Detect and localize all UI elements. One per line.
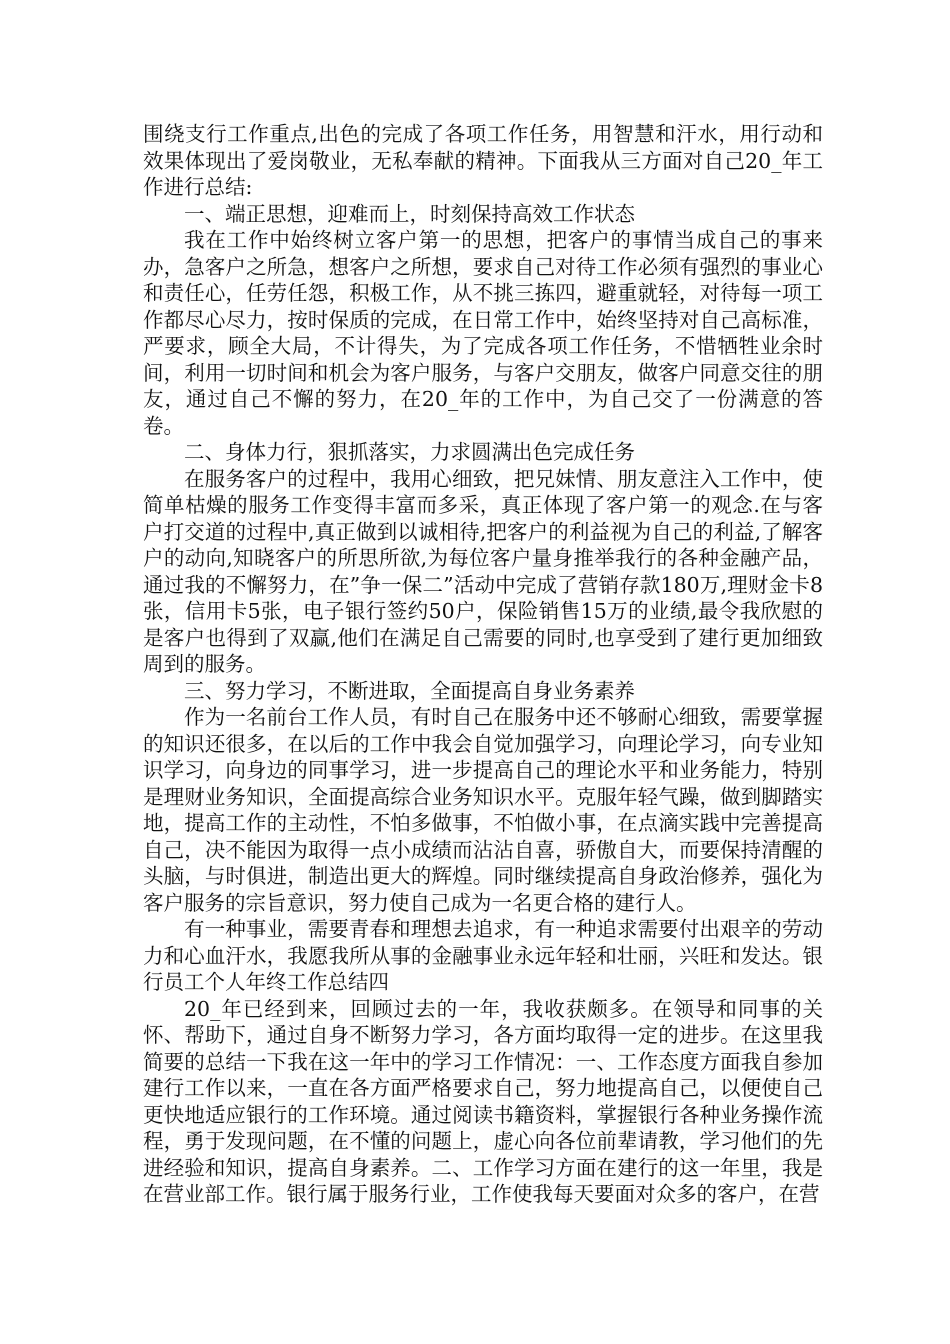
paragraph-intro: 围绕支行工作重点,出色的完成了各项工作任务，用智慧和汗水，用行动和效果体现出了爱岗敬业，无私奉献的精神。下面我从三方面对自己20_年工作进行总结: xyxy=(143,122,823,199)
section-heading-1: 一、端正思想，迎难而上，时刻保持高效工作状态 xyxy=(184,201,635,226)
paragraph-section-1: 我在工作中始终树立客户第一的思想，把客户的事情当成自己的事来办，急客户之所急，想客户之所想，要求自己对待工作必须有强烈的事业心和责任心，任劳任怨，积极工作，从不挑三拣四，避重就轻，对待每一项工作都尽心尽力，按时保质的完成，在日常工作中，始终坚持对自己高标准，严要求，顾全大局，不计得失，为了完成各项工作任务，不惜牺牲业余时间，利用一切时间和机会为客户服务，与客户交朋友，做客户同意交往的朋友，通过自己不懈的努力，在20_年的工作中，为自己交了一份满意的答卷。 xyxy=(143,228,823,438)
paragraph-section-3: 作为一名前台工作人员，有时自己在服务中还不够耐心细致，需要掌握的知识还很多，在以后的工作中我会自觉加强学习，向理论学习，向专业知识学习，向身边的同事学习，进一步提高自己的理论水平和业务能力，特别是理财业务知识，全面提高综合业务知识水平。克服年轻气躁，做到脚踏实地，提高工作的主动性，不怕多做事，不怕做小事，在点滴实践中完善提高自己，决不能因为取得一点小成绩而沾沾自喜，骄傲自大，而要保持清醒的头脑，与时俱进，制造出更大的辉煌。同时继续提高自身政治修养，强化为客户服务的宗旨意识，努力使自己成为一名更合格的建行人。 xyxy=(143,705,823,915)
section-heading-3: 三、努力学习，不断进取，全面提高自身业务素养 xyxy=(184,678,635,703)
paragraph-summary-four: 20_年已经到来，回顾过去的一年，我收获颇多。在领导和同事的关怀、帮助下，通过自身不断努力学习，各方面均取得一定的进步。在这里我简要的总结一下我在这一年中的学习工作情况：一、工作态度方面我自参加建行工作以来，一直在各方面严格要求自己，努力地提高自己，以便使自己更快地适应银行的工作环境。通过阅读书籍资料，掌握银行各种业务操作流程，勇于发现问题，在不懂的问题上，虚心向各位前辈请教，学习他们的先进经验和知识，提高自身素养。二、工作学习方面在建行的这一年里，我是在营业部工作。银行属于服务行业，工作使我每天要面对众多的客户，在营 xyxy=(143,996,823,1206)
paragraph-section-2: 在服务客户的过程中，我用心细致，把兄妹情、朋友意注入工作中，使简单枯燥的服务工作变得丰富而多采，真正体现了客户第一的观念.在与客户打交道的过程中,真正做到以诚相待,把客户的利益视为自己的利益,了解客户的动向,知晓客户的所思所欲,为每位客户量身推举我行的各种金融产品，通过我的不懈努力，在”争一保二”活动中完成了营销存款180万,理财金卡8张，信用卡5张，电子银行签约50户，保险销售15万的业绩,最令我欣慰的是客户也得到了双赢,他们在满足自己需要的同时,也享受到了建行更加细致周到的服务。 xyxy=(143,466,823,676)
document-body xyxy=(143,121,823,1208)
paragraph-closing: 有一种事业，需要青春和理想去追求，有一种追求需要付出艰辛的劳动力和心血汗水，我愿我所从事的金融事业永远年轻和壮丽，兴旺和发达。银行员工个人年终工作总结四 xyxy=(143,917,823,994)
section-heading-2: 二、身体力行，狠抓落实，力求圆满出色完成任务 xyxy=(184,440,635,464)
